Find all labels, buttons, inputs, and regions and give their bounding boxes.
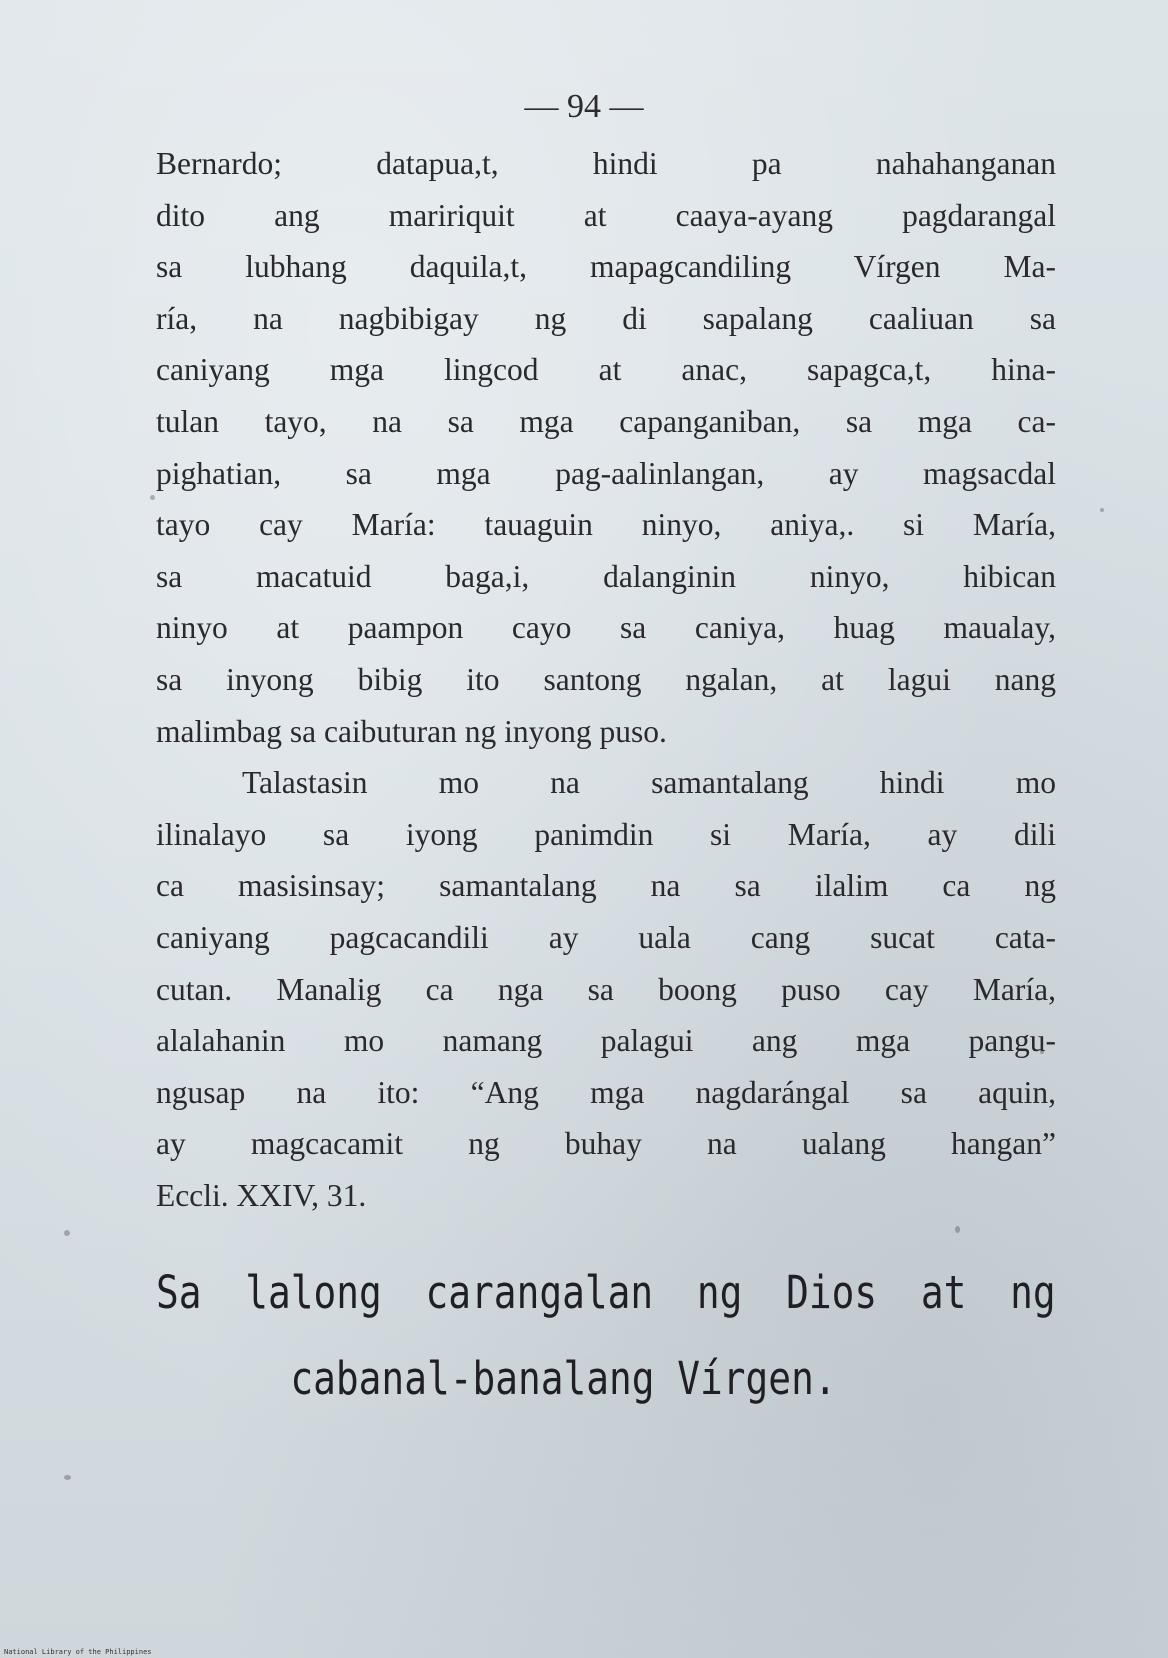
text-line: ría, na nagbibigay ng di sapalang caaliuan sa: [156, 300, 1056, 336]
text-line: tayo cay María: tauaguin ninyo, aniya,. si María,: [156, 507, 1056, 543]
text-line: Bernardo; datapua,t, hindi pa nahahanganan: [156, 146, 1056, 181]
text-line: sa inyong bibig ito santong ngalan, at lagui nang: [156, 661, 1056, 697]
text-line: ninyo at paampon cayo sa caniya, huag maualay,: [156, 610, 1056, 646]
text-line: ca masisinsay; samantalang na sa ilalim ca ng: [156, 868, 1056, 904]
ink-speck: [150, 495, 155, 500]
text-line: sa macatuid baga,i, dalanginin ninyo, hibican: [156, 558, 1056, 594]
text-line: pighatian, sa mga pag-aalinlangan, ay magsacdal: [156, 455, 1056, 491]
text-line: ilinalayo sa iyong panimdin si María, ay dili: [156, 816, 1056, 852]
ink-speck: [1100, 508, 1104, 512]
text-line: alalahanin mo namang palagui ang mga pangu-: [156, 1023, 1056, 1059]
paragraph-1: [156, 138, 1056, 757]
paragraph-2: [156, 757, 1056, 1221]
text-line: Talastasin mo na samantalang hindi mo: [242, 765, 1056, 801]
text-line: Eccli. XXIV, 31.: [156, 1177, 367, 1213]
ink-speck: [64, 1475, 71, 1480]
page-number: — 94 —: [524, 88, 644, 125]
text-line: ngusap na ito: “Ang mga nagdarángal sa aquin,: [156, 1074, 1056, 1110]
body-text: [156, 138, 1056, 1221]
text-line: caniyang pagcacandili ay uala cang sucat cata-: [156, 919, 1056, 955]
text-line: tulan tayo, na sa mga capanganiban, sa mga ca-: [156, 403, 1056, 439]
text-line: caniyang mga lingcod at anac, sapagca,t, hina-: [156, 352, 1056, 388]
text-line: sa lubhang daquila,t, mapagcandiling Vírgen Ma-: [156, 249, 1056, 285]
text-line: cutan. Manalig ca nga sa boong puso cay María,: [156, 971, 1056, 1007]
closing-dedication: [156, 1250, 1056, 1422]
text-line: dito ang maririquit at caaya-ayang pagdarangal: [156, 197, 1056, 233]
library-footer: National Library of the Philippines: [4, 1648, 152, 1656]
text-line: ay magcacamit ng buhay na ualang hangan”: [156, 1126, 1056, 1162]
text-line: malimbag sa caibuturan ng inyong puso.: [156, 713, 667, 749]
closing-line: Sa lalong carangalan ng Dios at ng: [156, 1266, 1056, 1319]
closing-line: cabanal-banalang Vírgen.: [290, 1352, 837, 1405]
ink-speck: [64, 1230, 70, 1236]
ink-speck: [955, 1226, 960, 1233]
